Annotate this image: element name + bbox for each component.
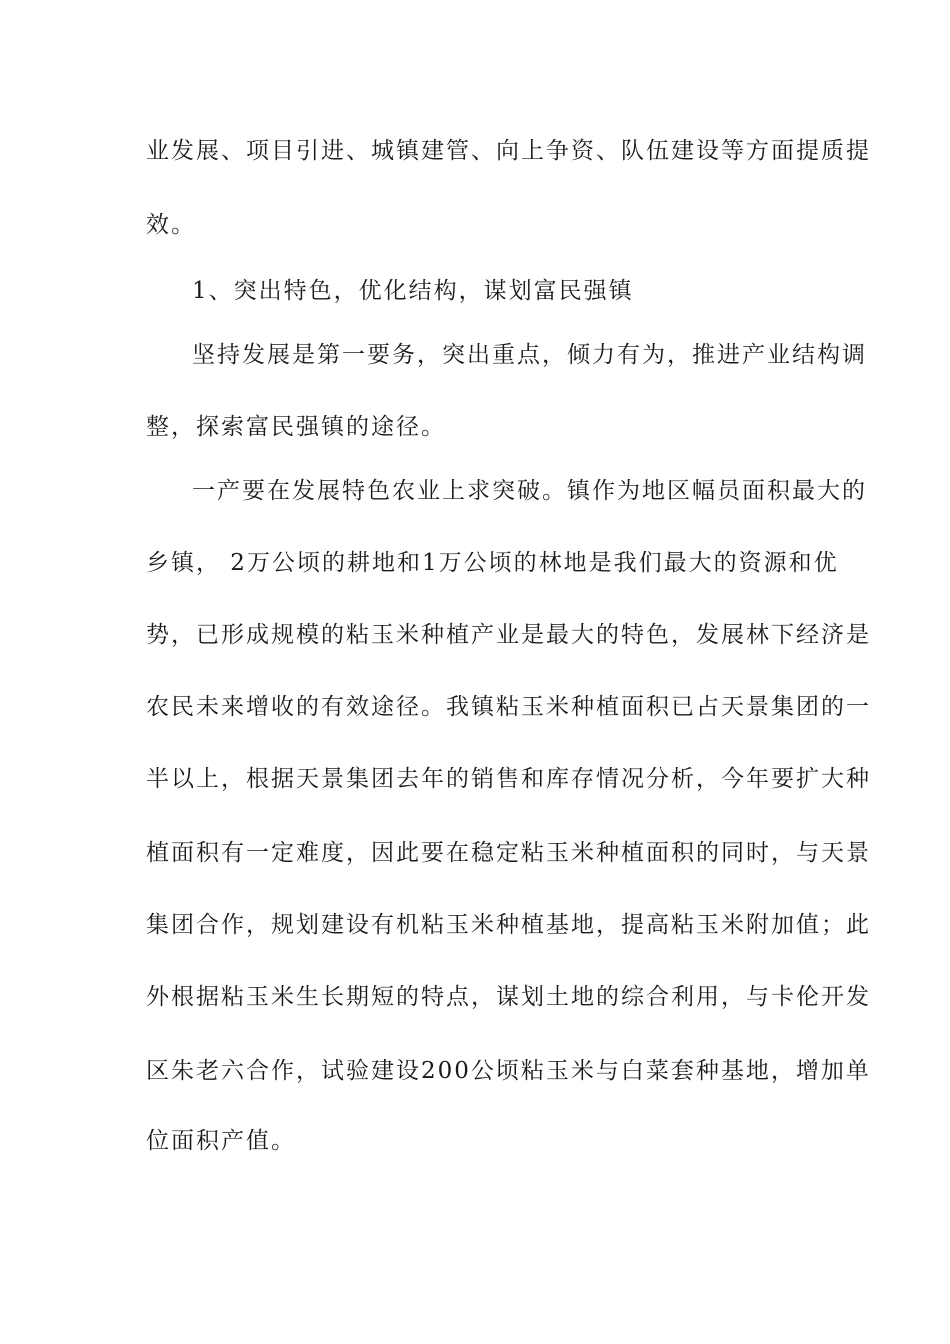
paragraph-line: 坚持发展是第一要务，突出重点，倾力有为，推进产业结构调 [192, 342, 867, 368]
paragraph-line: 外根据粘玉米生长期短的特点，谋划土地的综合利用，与卡伦开发 [146, 984, 871, 1010]
paragraph-line: 半以上，根据天景集团去年的销售和库存情况分析，今年要扩大种 [146, 766, 871, 792]
paragraph-line: 农民未来增收的有效途径。我镇粘玉米种植面积已占天景集团的一 [146, 694, 871, 720]
paragraph-line: 区朱老六合作，试验建设200公顷粘玉米与白菜套种基地，增加单 [146, 1058, 871, 1084]
paragraph-line: 植面积有一定难度，因此要在稳定粘玉米种植面积的同时，与天景 [146, 840, 871, 866]
paragraph-line: 效。 [146, 212, 196, 238]
paragraph-line: 乡镇， 2万公顷的耕地和1万公顷的林地是我们最大的资源和优 [146, 550, 839, 576]
section-heading: 1、突出特色，优化结构，谋划富民强镇 [192, 278, 634, 304]
paragraph-line: 位面积产值。 [146, 1128, 296, 1154]
paragraph-line: 集团合作，规划建设有机粘玉米种植基地，提高粘玉米附加值；此 [146, 912, 871, 938]
paragraph-line: 一产要在发展特色农业上求突破。镇作为地区幅员面积最大的 [192, 478, 867, 504]
paragraph-line: 业发展、项目引进、城镇建管、向上争资、队伍建设等方面提质提 [146, 138, 871, 164]
paragraph-line: 整，探索富民强镇的途径。 [146, 414, 446, 440]
paragraph-line: 势，已形成规模的粘玉米种植产业是最大的特色，发展林下经济是 [146, 622, 871, 648]
